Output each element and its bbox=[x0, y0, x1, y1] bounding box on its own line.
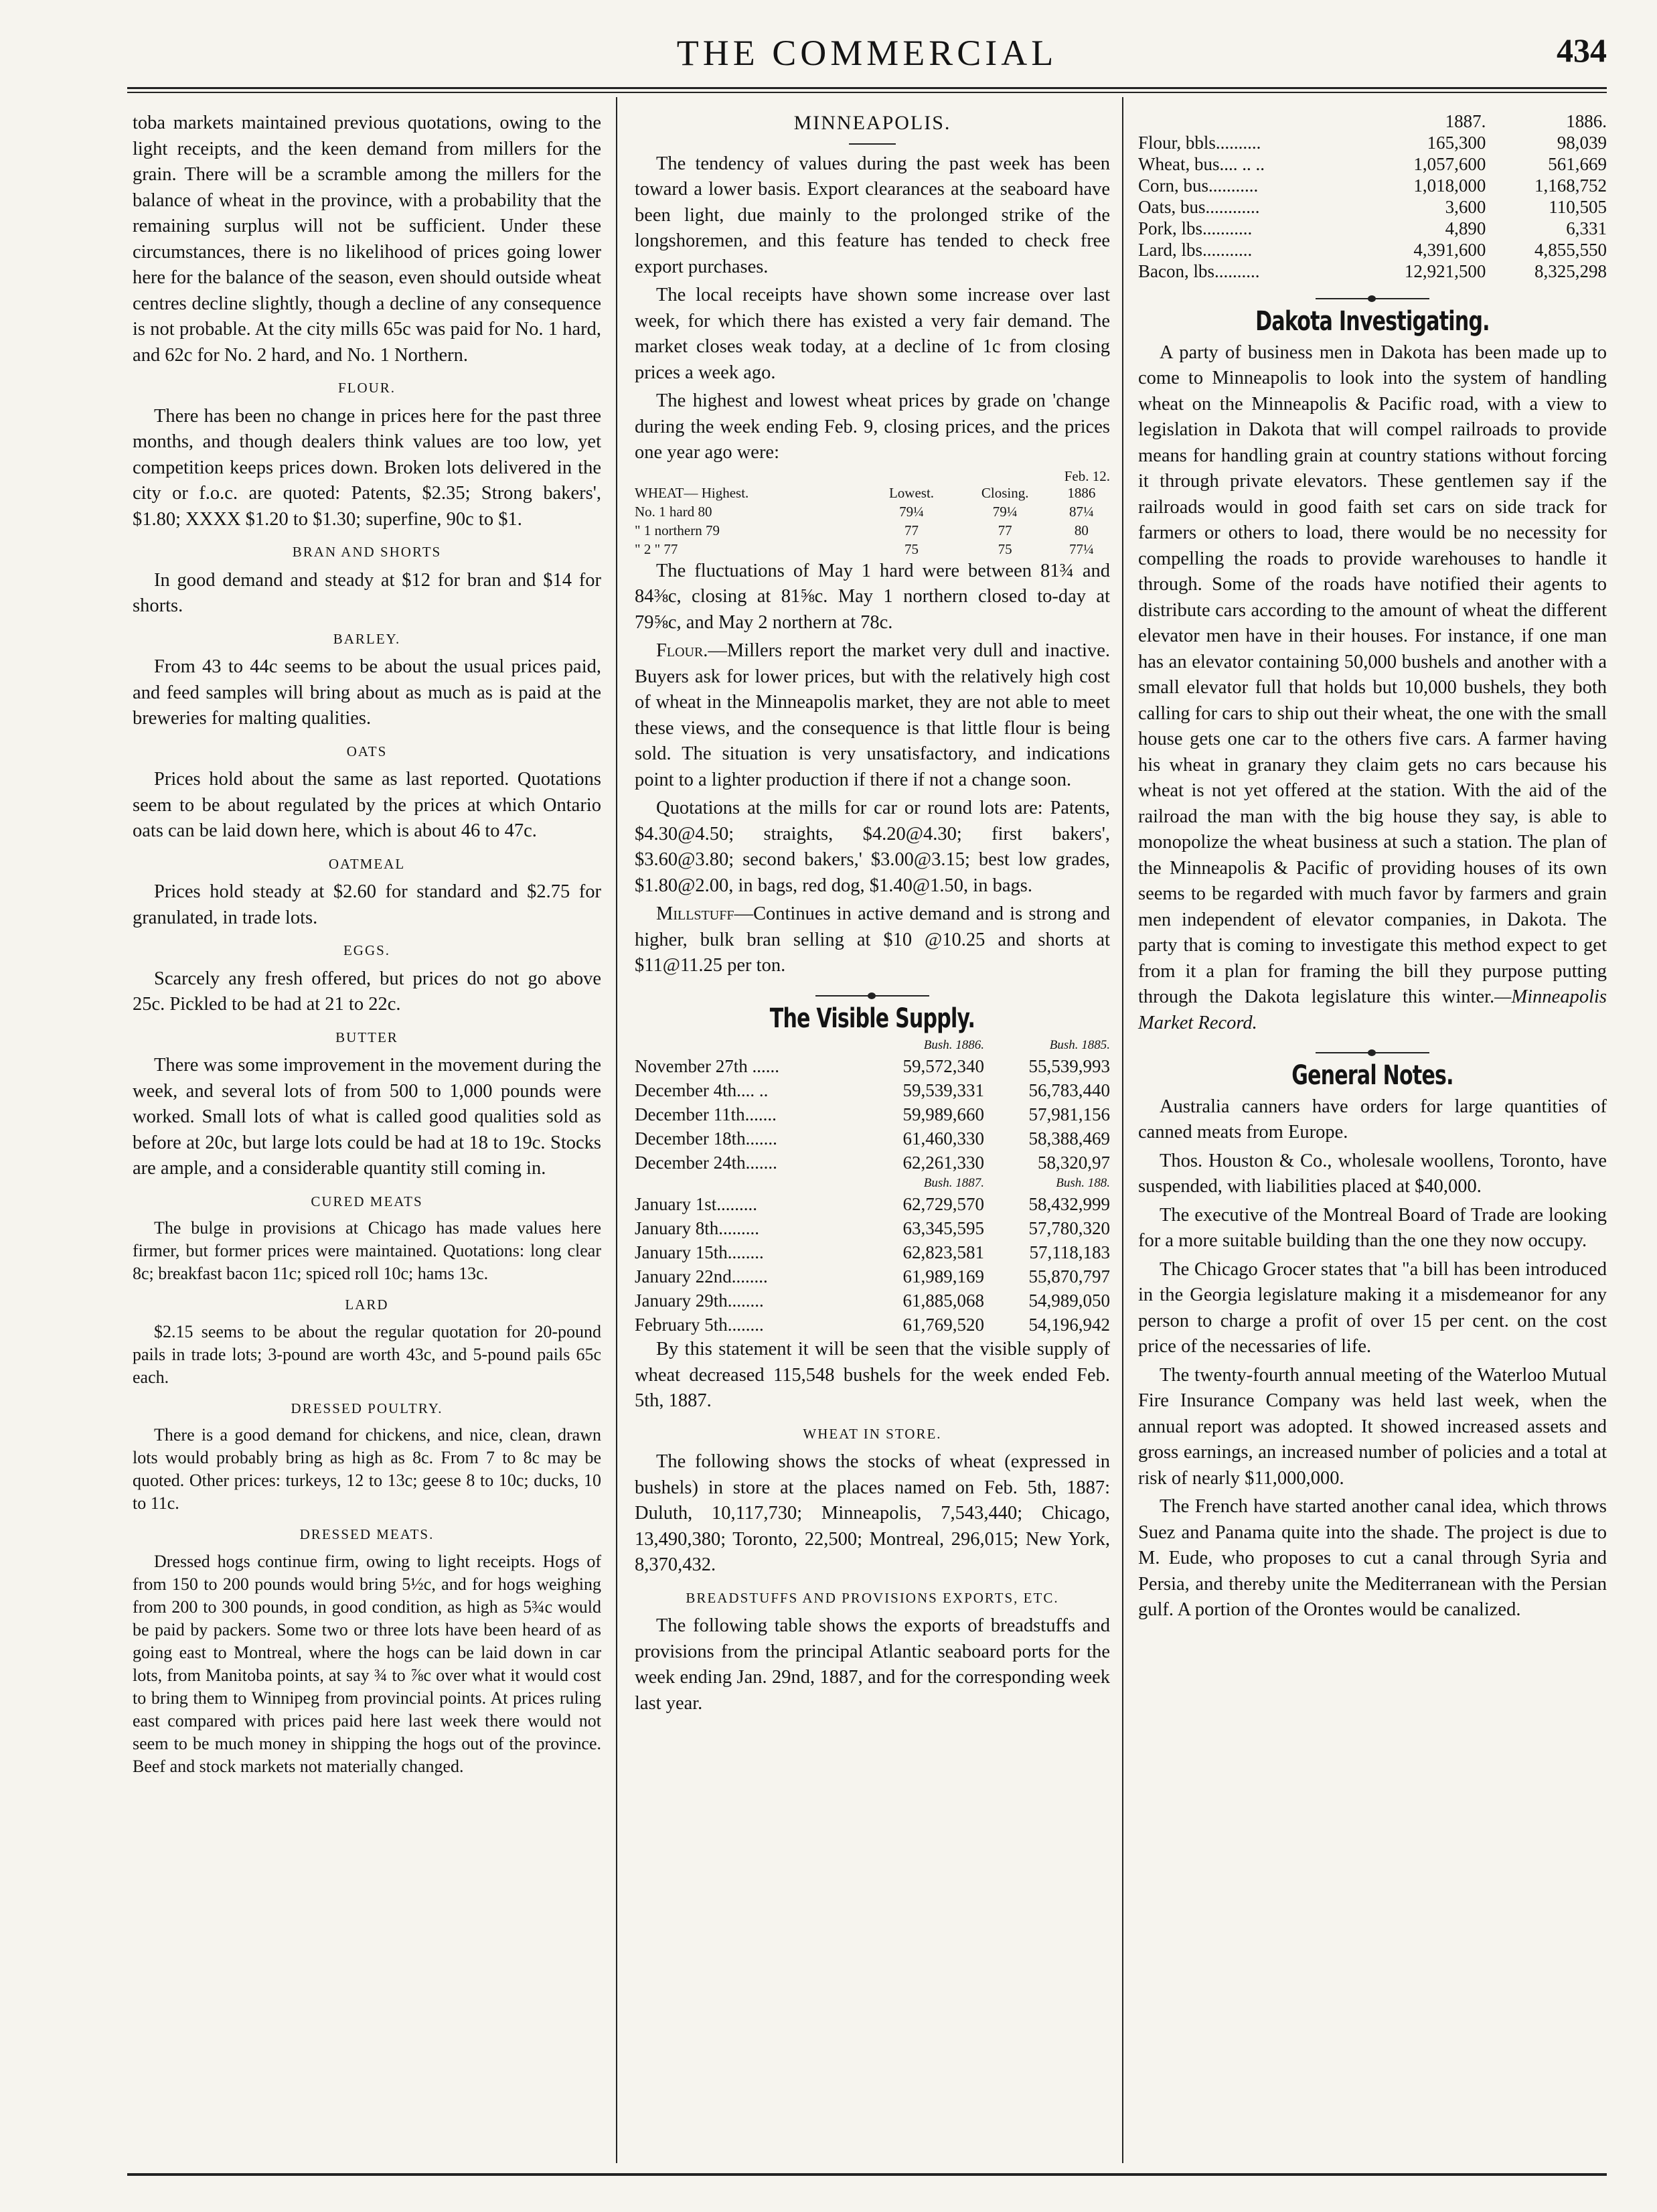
table-cell: 561,669 bbox=[1548, 154, 1607, 174]
news-item: The executive of the Montreal Board of Trade are looking for a more suitable building than the one they now occupy. bbox=[1138, 1204, 1607, 1251]
table-cell: January 15th........ bbox=[635, 1242, 764, 1262]
table-cell: 57,981,156 bbox=[1028, 1104, 1110, 1124]
table-cell: Flour, bbls.......... bbox=[1138, 133, 1261, 153]
table-header-row bbox=[635, 484, 1110, 502]
table-row bbox=[635, 1126, 1110, 1151]
table-cell: 6,331 bbox=[1566, 218, 1607, 238]
article-paragraph: There was some improvement in the movement during the week, and several lots of from 500 to 1,000 pounds were worked. Small lots of what is called good qualities sold as before at 20c, but large lots could be had at 18 to 19c. Stocks are ample, and a considerable quantity still coming in. bbox=[133, 1055, 601, 1179]
article-paragraph: Quotations at the mills for car or round lots are: Patents, $4.30@4.50; straights, $4.20@4.30; first bakers', $3.60@3.80; second bakers,' $3.00@3.15; best low grades, $1.80@2.00, in bags, red dog, $1.40@1.50, in bags. bbox=[635, 798, 1110, 896]
news-item: The French have started another canal idea, which throws Suez and Panama quite into the shade. The project is due to M. Eude, who proposes to cut a canal through Syria and Persia, and thereby unite the Mediterranean with the Persian gulf. A portion of the Orontes would be canalized. bbox=[1138, 1496, 1607, 1620]
table-cell: 77¼ bbox=[1069, 540, 1094, 557]
table-cell: 1,018,000 bbox=[1413, 175, 1486, 196]
table-cell: 4,391,600 bbox=[1413, 240, 1486, 260]
table-header-cell: 1886 bbox=[1067, 484, 1096, 501]
table-cell: January 29th........ bbox=[635, 1291, 764, 1311]
paragraph-lead: Flour. bbox=[656, 640, 708, 661]
table-row bbox=[635, 521, 1110, 540]
table-cell: No. 1 hard 80 bbox=[635, 503, 712, 520]
section-subhead: BARLEY. bbox=[333, 630, 401, 647]
visible-supply-table bbox=[635, 1037, 1110, 1337]
table-cell: 62,729,570 bbox=[902, 1194, 985, 1214]
table-row bbox=[635, 1216, 1110, 1240]
table-header-cell: Bush. 188. bbox=[1056, 1176, 1110, 1190]
table-cell: 12,921,500 bbox=[1404, 261, 1486, 281]
table-cell: 98,039 bbox=[1557, 133, 1607, 153]
table-cell: December 4th.... .. bbox=[635, 1080, 769, 1100]
section-heading-general-notes: General Notes. bbox=[1291, 1060, 1453, 1091]
table-row bbox=[1138, 239, 1607, 261]
table-cell: 1,057,600 bbox=[1413, 154, 1486, 174]
table-cell: January 8th......... bbox=[635, 1218, 759, 1238]
paragraph-body: A party of business men in Dakota has been made up to come to Minneapolis to look into the system of handling wheat on the Minneapolis & Pacific road, with a view to legislation in Dakota that will compel railroads to provide means for handling grain at country stations without forcing it through private elevators. These gentlemen say if the railroads would in good faith set cars on side track for farmers or others to load, there would be no necessity for compelling the roads to provide warehouses to handle it through. Some of the roads have notified their agents to distribute cars according to the amount of wheat the different elevator men have in their houses. For instance, if one man has an elevator containing 50,000 bushels and another with a small elevator full that holds but 10,000 bushels, they both calling for cars to ship out their wheat, the one with the small house gets one car to the others five cars. A farmer having his wheat in granary they claim gets no cars because his wheat is not yet offered at the station. With the aid of the railroad the man with the big house they say, is able to monopolize the wheat business at such a station. The plan of the Minneapolis & Pacific of providing houses of its own seems to be regarded with much favor by farmers and grain men independent of elevator companies, in Dakota. The party that is coming to investigate this method expect to get from it a plan for framing the bill they purpose putting through the Dakota legislature this winter. bbox=[1138, 342, 1607, 1007]
article-paragraph: Dressed hogs continue firm, owing to light receipts. Hogs of from 150 to 200 pounds would bring 5½c, and for hogs weighing from 200 to 300 pounds, in good condition, as high as 5¾c would be paid by packers. Some two or three lots have been heard of as going east to Montreal, where the hogs can be laid down in car lots, from Manitoba points, at say ¾ to ⅞c over what it would cost to bring them to Winnipeg from provincial points. At prices ruling east compared with prices paid here last week there would not seem to be much money in shipping the hogs out of the province. Beef and stock markets not materially changed. bbox=[133, 1551, 601, 1776]
table-cell: 58,388,469 bbox=[1028, 1128, 1110, 1149]
section-subhead: CURED MEATS bbox=[311, 1193, 423, 1209]
table-cell: 61,769,520 bbox=[902, 1315, 985, 1335]
table-cell: 8,325,298 bbox=[1534, 261, 1607, 281]
section-subhead: LARD bbox=[345, 1297, 389, 1313]
table-row bbox=[635, 1151, 1110, 1175]
table-cell: January 1st......... bbox=[635, 1194, 757, 1214]
table-cell: December 24th....... bbox=[635, 1153, 777, 1173]
table-cell: 4,890 bbox=[1445, 218, 1486, 238]
table-header-cell bbox=[635, 1175, 858, 1192]
article-paragraph: In good demand and steady at $12 for bran and $14 for shorts. bbox=[133, 569, 601, 616]
wheat-table-date: Feb. 12. bbox=[1064, 467, 1110, 484]
article-paragraph: There has been no change in prices here for the past three months, and though dealers think values are too low, yet competition keeps prices down. Broken lots delivered in the city or f.o.c. are quoted: Patents, $2.35; Strong bakers', $1.80; XXXX $1.20 to $1.30; superfine, 90c to $1. bbox=[133, 405, 601, 530]
table-cell: Oats, bus............ bbox=[1138, 197, 1260, 217]
table-cell: Bacon, lbs.......... bbox=[1138, 261, 1260, 281]
table-cell: Wheat, bus.... .. .. bbox=[1138, 154, 1265, 174]
section-heading-minneapolis: MINNEAPOLIS. bbox=[793, 112, 951, 134]
table-cell: 54,989,050 bbox=[1028, 1291, 1110, 1311]
article-paragraph bbox=[1138, 340, 1607, 1037]
table-row bbox=[635, 1264, 1110, 1288]
table-cell: 61,460,330 bbox=[902, 1128, 985, 1149]
section-ornament bbox=[1316, 295, 1429, 302]
article-paragraph: The following shows the stocks of wheat (expressed in bushels) in store at the places named on Feb. 5th, 1887: Duluth, 10,117,730; Minneapolis, 7,543,440; Chicago, 13,490,380; Toronto, 22,500; Montreal, 296,015; New York, 8,370,432. bbox=[635, 1451, 1110, 1575]
article-paragraph: The bulge in provisions at Chicago has made values here firmer, but former prices were maintained. Quotations: long clear 8c; breakfast bacon 11c; spiced roll 10c; hams 13c. bbox=[133, 1218, 601, 1283]
table-header-row bbox=[635, 1037, 1110, 1054]
table-header-cell bbox=[1138, 110, 1350, 132]
table-header-cell: Lowest. bbox=[888, 484, 935, 501]
section-ornament bbox=[1316, 1049, 1429, 1056]
column-3 bbox=[1138, 110, 1607, 1626]
section-subhead: OATS bbox=[346, 743, 388, 759]
newspaper-title: THE COMMERCIAL bbox=[676, 33, 1058, 73]
article-paragraph: By this statement it will be seen that the visible supply of wheat decreased 115,548 bushels for the week ended Feb. 5th, 1887. bbox=[635, 1339, 1110, 1411]
table-cell: 58,320,97 bbox=[1038, 1153, 1110, 1173]
table-cell: February 5th........ bbox=[635, 1315, 764, 1335]
news-item: Thos. Houston & Co., wholesale woollens, Toronto, have suspended, with liabilities placed at $40,000. bbox=[1138, 1150, 1607, 1197]
section-subhead: FLOUR. bbox=[337, 380, 396, 396]
section-subhead: DRESSED MEATS. bbox=[299, 1526, 435, 1542]
table-cell: 79¼ bbox=[992, 503, 1018, 520]
section-heading-dakota: Dakota Investigating. bbox=[1255, 306, 1490, 337]
table-cell: 61,989,169 bbox=[902, 1266, 985, 1286]
section-subhead: BREADSTUFFS AND PROVISIONS EXPORTS, ETC. bbox=[686, 1589, 1059, 1606]
table-cell: 165,300 bbox=[1427, 133, 1486, 153]
section-ornament bbox=[815, 992, 929, 999]
table-cell: 80 bbox=[1074, 522, 1089, 538]
table-cell: 55,539,993 bbox=[1028, 1056, 1110, 1076]
table-cell: 59,989,660 bbox=[902, 1104, 985, 1124]
column-2 bbox=[635, 110, 1110, 1719]
exports-table bbox=[1138, 110, 1607, 282]
header-rule bbox=[127, 87, 1607, 89]
article-paragraph: Prices hold steady at $2.60 for standard and $2.75 for granulated, in trade lots. bbox=[133, 881, 601, 928]
article-paragraph: toba markets maintained previous quotations, owing to the light receipts, and the keen demand from millers for the grain. There will be a scramble among the millers for the balance of wheat in the province, with a probability that the remaining surplus will not be sufficient. Under these circumstances, there is no likelihood of prices going lower here for the balance of the season, even should outside wheat centres decline slightly, though a decline of any consequence is not probable. At the city mills 65c was paid for No. 1 hard, and 62c for No. 2 hard, and No. 1 Northern. bbox=[133, 113, 601, 366]
table-cell: 57,780,320 bbox=[1028, 1218, 1110, 1238]
table-cell: 62,823,581 bbox=[902, 1242, 985, 1262]
table-header-cell: 1887. bbox=[1445, 111, 1486, 131]
table-cell: 56,783,440 bbox=[1028, 1080, 1110, 1100]
table-row bbox=[635, 1240, 1110, 1264]
column-1 bbox=[133, 110, 601, 1781]
article-paragraph: Scarcely any fresh offered, but prices do not go above 25c. Pickled to be had at 21 to 22c. bbox=[133, 968, 601, 1015]
table-cell: 59,572,340 bbox=[902, 1056, 985, 1076]
table-cell: January 22nd........ bbox=[635, 1266, 768, 1286]
article-paragraph: The tendency of values during the past week has been toward a lower basis. Export clearances at the seaboard have been light, due mainly to the prolonged strike of the longshoremen, and this feature has tended to check free export purchases. bbox=[635, 153, 1110, 277]
table-cell: 63,345,595 bbox=[902, 1218, 985, 1238]
section-subhead: EGGS. bbox=[343, 942, 391, 958]
table-header-cell bbox=[635, 1037, 858, 1054]
wheat-prices-table bbox=[635, 484, 1110, 559]
footer-rule bbox=[127, 2173, 1607, 2176]
page-number: 434 bbox=[1557, 31, 1607, 69]
table-header-row bbox=[1138, 110, 1607, 132]
table-cell: November 27th ...... bbox=[635, 1056, 779, 1076]
table-row bbox=[1138, 175, 1607, 196]
table-header-cell: Bush. 1887. bbox=[923, 1176, 985, 1190]
table-cell: 3,600 bbox=[1445, 197, 1486, 217]
article-source: —Minneapolis Market Record. bbox=[1138, 986, 1607, 1033]
table-cell: Lard, lbs........... bbox=[1138, 240, 1253, 260]
section-heading-visible-supply: The Visible Supply. bbox=[769, 1003, 975, 1034]
table-row bbox=[1138, 218, 1607, 239]
table-row bbox=[1138, 153, 1607, 175]
table-cell: 55,870,797 bbox=[1028, 1266, 1110, 1286]
table-cell: 75 bbox=[904, 540, 919, 557]
table-cell: Pork, lbs........... bbox=[1138, 218, 1253, 238]
article-paragraph: The following table shows the exports of breadstuffs and provisions from the principal Atlantic seaboard ports for the week ending Jan. 29nd, 1887, and for the corresponding week last year. bbox=[635, 1615, 1110, 1714]
table-cell: 57,118,183 bbox=[1029, 1242, 1110, 1262]
article-paragraph: The highest and lowest wheat prices by grade on 'change during the week ending Feb. 9, closing prices, and the prices one year ago were: bbox=[635, 390, 1110, 463]
table-row bbox=[1138, 132, 1607, 153]
table-cell: 61,885,068 bbox=[902, 1291, 985, 1311]
article-paragraph: $2.15 seems to be about the regular quotation for 20-pound pails in trade lots; 3-pound are worth 43c, and 5-pound pails 65c each. bbox=[133, 1321, 601, 1387]
table-header-cell: Closing. bbox=[981, 484, 1029, 501]
table-header-row bbox=[635, 1175, 1110, 1192]
news-item: The Chicago Grocer states that "a bill has been introduced in the Georgia legislature making it a misdemeanor for any person to charge a profit of over 15 per cent. on the cost price of the necessaries of life. bbox=[1138, 1258, 1607, 1357]
masthead bbox=[127, 20, 1607, 80]
article-paragraph: The local receipts have shown some increase over last week, for which there has existed a very fair demand. The market closes weak today, at a decline of 1c from closing prices a week ago. bbox=[635, 285, 1110, 383]
table-cell: 62,261,330 bbox=[902, 1153, 985, 1173]
paragraph-body: —Continues in active demand and is strong and higher, bulk bran selling at $10 @10.25 and shorts at $11@11.25 per ton. bbox=[635, 903, 1110, 976]
table-cell: 75 bbox=[998, 540, 1012, 557]
table-row bbox=[635, 1078, 1110, 1102]
table-cell: 87¼ bbox=[1069, 503, 1094, 520]
article-paragraph: The fluctuations of May 1 hard were between 81¾ and 84⅜c, closing at 81⅝c. May 1 northern closed to-day at 79⅝c, and May 2 northern at 78c. bbox=[635, 560, 1110, 633]
table-cell: 77 bbox=[998, 522, 1012, 538]
heading-rule bbox=[849, 143, 896, 145]
paragraph-lead: Millstuff bbox=[656, 903, 734, 924]
table-cell: " 2 " 77 bbox=[635, 540, 678, 557]
table-cell: 77 bbox=[904, 522, 919, 538]
table-header-cell: WHEAT— Highest. bbox=[635, 484, 749, 501]
news-item: The twenty-fourth annual meeting of the Waterloo Mutual Fire Insurance Company was held last week, when the annual report was adopted. It showed increased assets and gross earnings, an increased number of policies and a total at risk of nearly $11,000,000. bbox=[1138, 1364, 1607, 1489]
table-cell: 59,539,331 bbox=[902, 1080, 985, 1100]
column-divider bbox=[1122, 97, 1123, 2163]
table-cell: 110,505 bbox=[1549, 197, 1607, 217]
section-subhead: WHEAT IN STORE. bbox=[803, 1425, 942, 1442]
section-subhead: BUTTER bbox=[335, 1029, 398, 1045]
table-cell: 4,855,550 bbox=[1534, 240, 1607, 260]
table-row bbox=[635, 1288, 1110, 1313]
article-paragraph bbox=[635, 901, 1110, 979]
table-cell: Corn, bus........... bbox=[1138, 175, 1259, 196]
table-cell: 58,432,999 bbox=[1028, 1194, 1110, 1214]
table-row bbox=[635, 502, 1110, 521]
table-row bbox=[635, 540, 1110, 559]
table-header-cell: Bush. 1885. bbox=[1049, 1038, 1110, 1052]
article-paragraph: From 43 to 44c seems to be about the usual prices paid, and feed samples will bring about as much as is paid at the breweries for malting qualities. bbox=[133, 656, 601, 729]
table-header-cell: Bush. 1886. bbox=[923, 1038, 985, 1052]
article-paragraph bbox=[635, 638, 1110, 793]
section-subhead: OATMEAL bbox=[328, 855, 406, 872]
table-row bbox=[1138, 196, 1607, 218]
table-cell: 79¼ bbox=[899, 503, 924, 520]
table-row bbox=[635, 1192, 1110, 1216]
table-cell: " 1 northern 79 bbox=[635, 522, 720, 538]
table-cell: 54,196,942 bbox=[1028, 1315, 1110, 1335]
header-rule-thin bbox=[127, 92, 1607, 93]
table-cell: 1,168,752 bbox=[1534, 175, 1607, 196]
article-paragraph: Prices hold about the same as last reported. Quotations seem to be about regulated by the prices at which Ontario oats can be laid down here, which is about 46 to 47c. bbox=[133, 769, 601, 841]
table-row bbox=[635, 1054, 1110, 1078]
section-subhead: BRAN AND SHORTS bbox=[292, 544, 442, 560]
news-item: Australia canners have orders for large quantities of canned meats from Europe. bbox=[1138, 1096, 1607, 1142]
table-cell: December 18th....... bbox=[635, 1128, 777, 1149]
article-paragraph: There is a good demand for chickens, and nice, clean, drawn lots would probably bring as high as 8c. From 7 to 8c may be quoted. Other prices: turkeys, 12 to 13c; geese 8 to 10c; ducks, 10 to 11c. bbox=[133, 1425, 601, 1513]
table-row bbox=[635, 1102, 1110, 1126]
table-cell: December 11th....... bbox=[635, 1104, 777, 1124]
paragraph-body: —Millers report the market very dull and inactive. Buyers ask for lower prices, but with the relatively high cost of wheat in the Minneapolis market, they are not able to meet these views, and the consequence is that little flour is being sold. The situation is very unsatisfactory, and indications point to a lighter production if there if not a change soon. bbox=[635, 640, 1110, 790]
table-row bbox=[635, 1313, 1110, 1337]
table-header-cell: 1886. bbox=[1566, 111, 1607, 131]
table-row bbox=[1138, 261, 1607, 282]
column-divider bbox=[616, 97, 617, 2163]
section-subhead: DRESSED POULTRY. bbox=[291, 1400, 443, 1416]
